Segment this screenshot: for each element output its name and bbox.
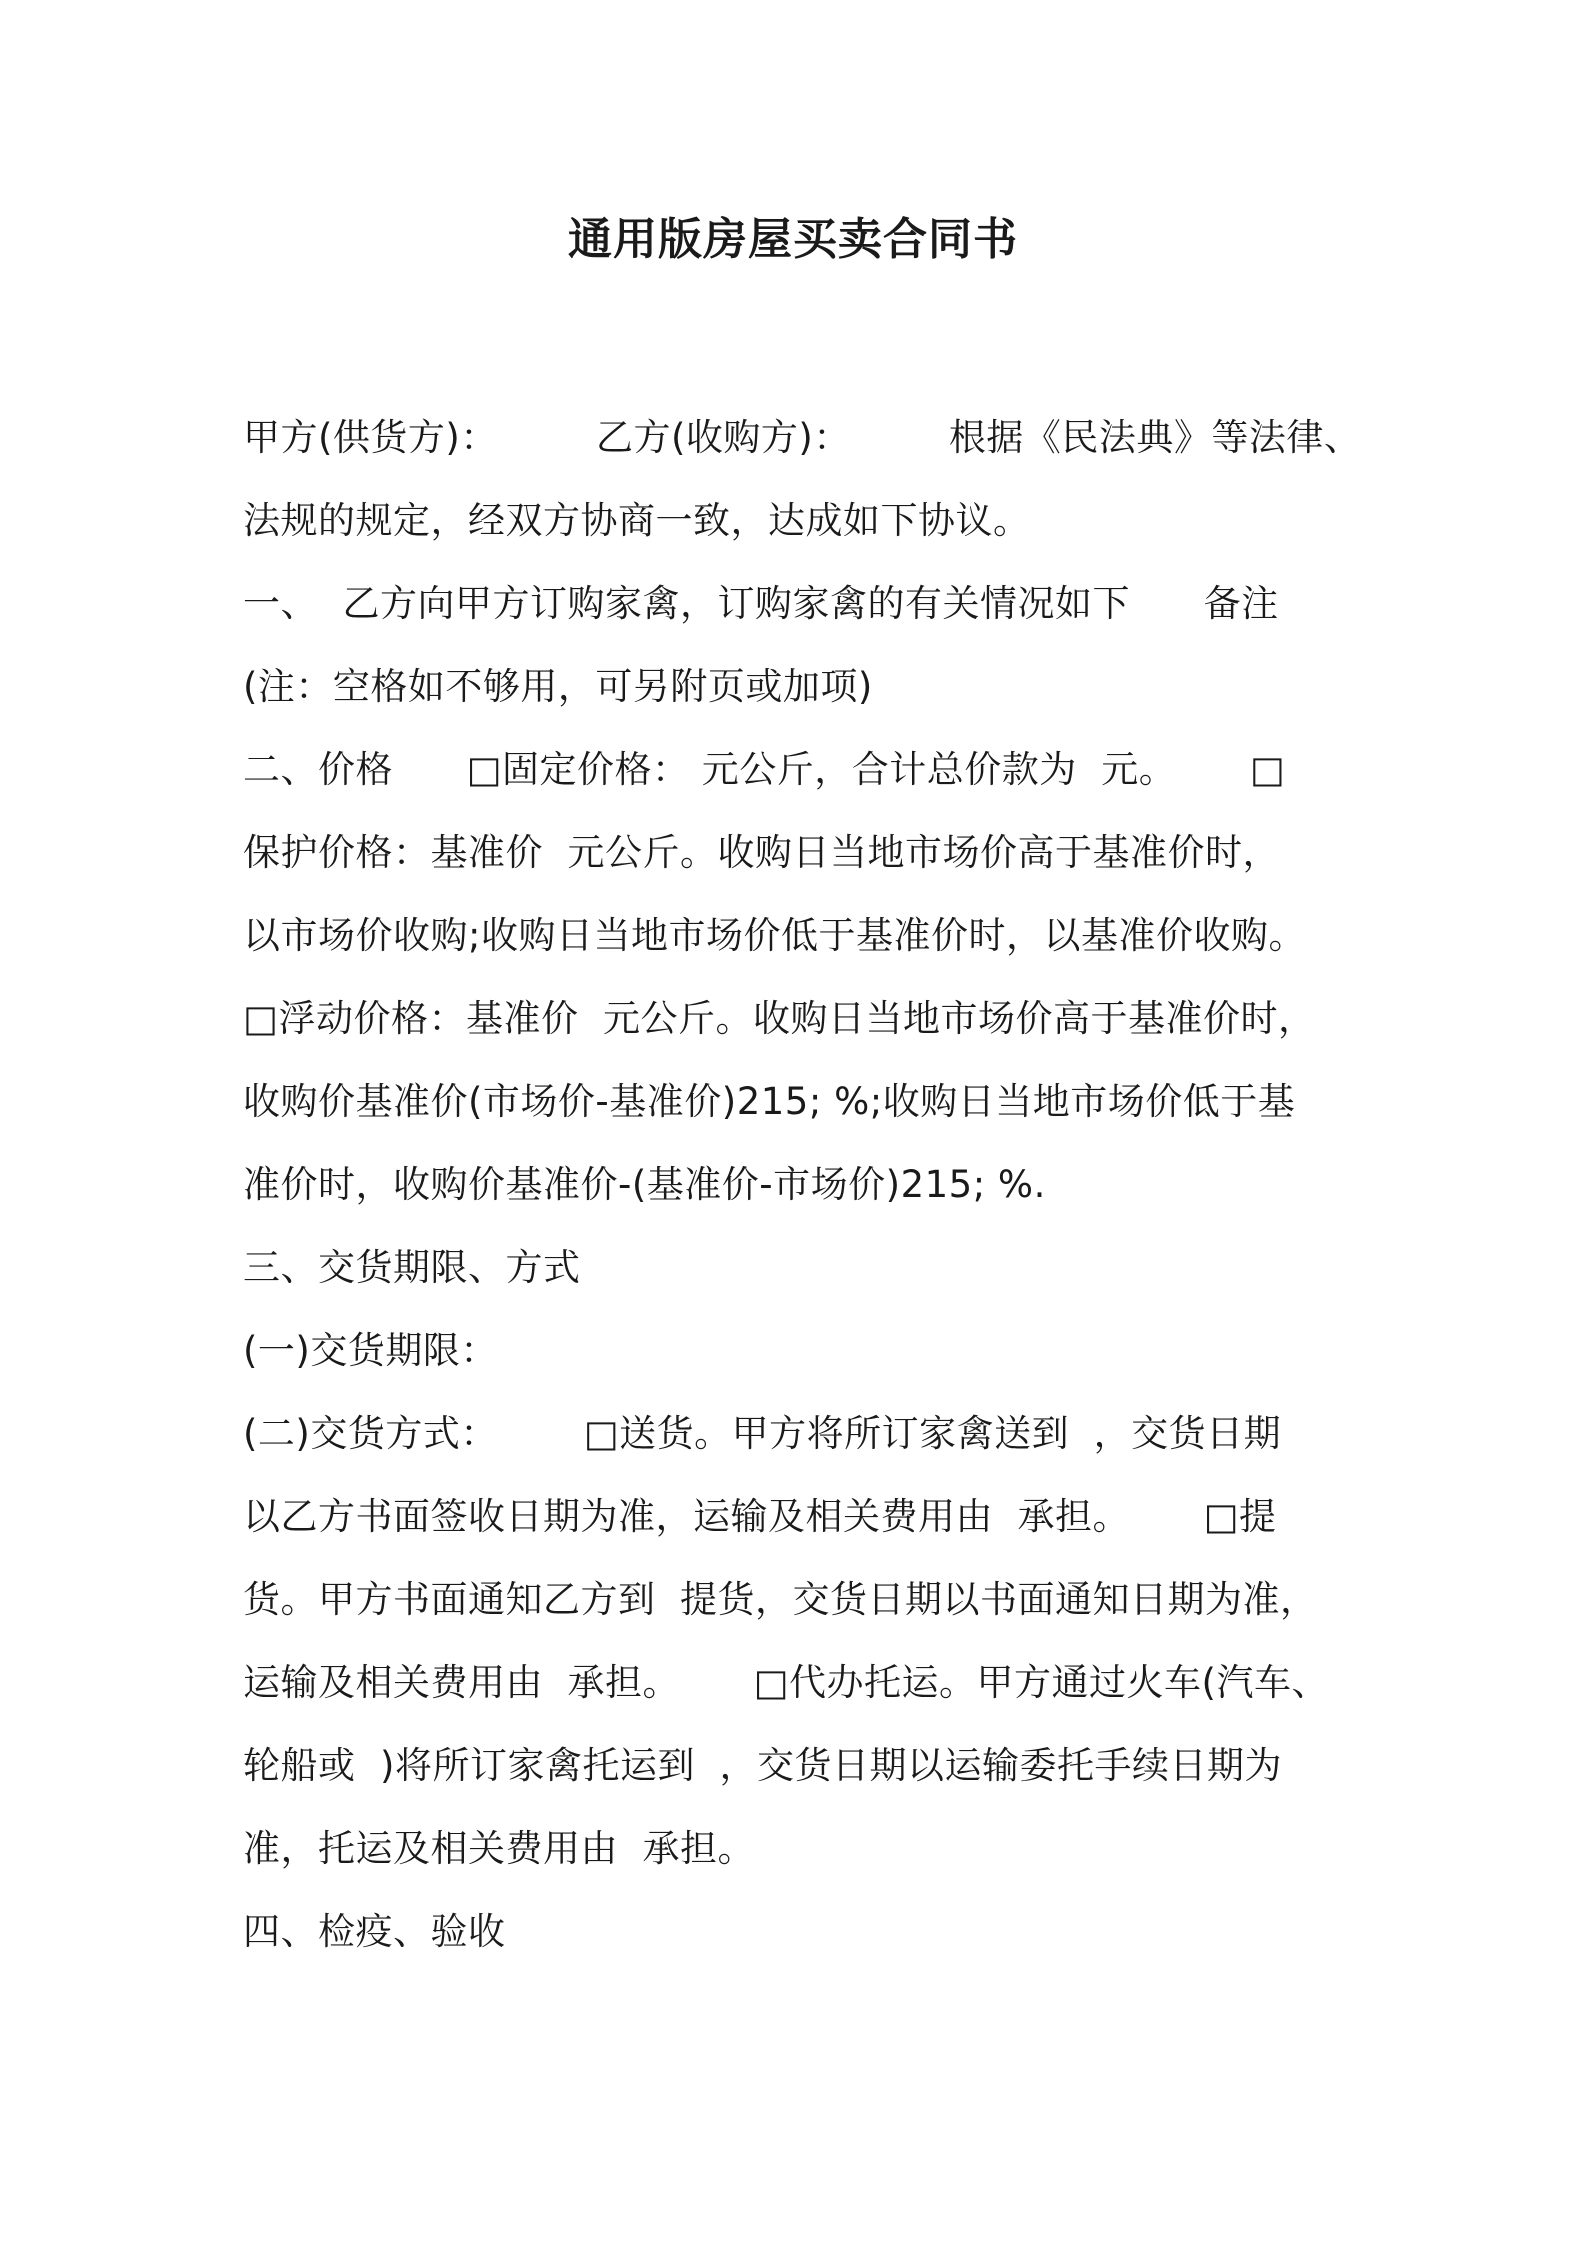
line-agreement-basis: 法规的规定，经双方协商一致，达成如下协议。 bbox=[243, 499, 1031, 542]
line-consignment: 运输及相关费用由 承担。 □代办托运。甲方通过火车(汽车、 bbox=[243, 1661, 1329, 1704]
line-section-4-inspection: 四、检疫、验收 bbox=[243, 1910, 506, 1953]
line-consignment-cost: 准，托运及相关费用由 承担。 bbox=[243, 1827, 756, 1870]
line-protected-price: 保护价格：基准价 元公斤。收购日当地市场价高于基准价时， bbox=[243, 831, 1281, 874]
line-delivery-method-cont: 以乙方书面签收日期为准，运输及相关费用由 承担。 □提 bbox=[243, 1495, 1277, 1538]
line-section-2-price: 二、价格 □固定价格： 元公斤，合计总价款为 元。 □ bbox=[243, 748, 1286, 791]
document-title: 通用版房屋买卖合同书 bbox=[568, 214, 1018, 265]
line-parties-intro: 甲方(供货方)： 乙方(收购方)： 根据《民法典》等法律、 bbox=[243, 416, 1362, 459]
line-delivery-term: (一)交货期限： bbox=[243, 1329, 498, 1372]
line-consignment-cont: 轮船或 )将所订家禽托运到 ，交货日期以运输委托手续日期为 bbox=[243, 1744, 1282, 1787]
line-protected-price-cont: 以市场价收购;收购日当地市场价低于基准价时，以基准价收购。 bbox=[243, 914, 1306, 957]
line-note-blank-space: (注：空格如不够用，可另附页或加项) bbox=[243, 665, 873, 708]
line-floating-price-formula-cont: 准价时，收购价基准价-(基准价-市场价)215; %. bbox=[243, 1163, 1046, 1206]
line-section-3-delivery: 三、交货期限、方式 bbox=[243, 1246, 581, 1289]
line-pickup: 货。甲方书面通知乙方到 提货，交货日期以书面通知日期为准， bbox=[243, 1578, 1318, 1621]
line-delivery-method: (二)交货方式： □送货。甲方将所订家禽送到 ，交货日期 bbox=[243, 1412, 1282, 1455]
line-floating-price-formula: 收购价基准价(市场价-基准价)215; %;收购日当地市场价低于基 bbox=[243, 1080, 1296, 1123]
line-section-1-order: 一、 乙方向甲方订购家禽，订购家禽的有关情况如下 备注 bbox=[243, 582, 1279, 625]
line-floating-price: □浮动价格：基准价 元公斤。收购日当地市场价高于基准价时， bbox=[243, 997, 1316, 1040]
